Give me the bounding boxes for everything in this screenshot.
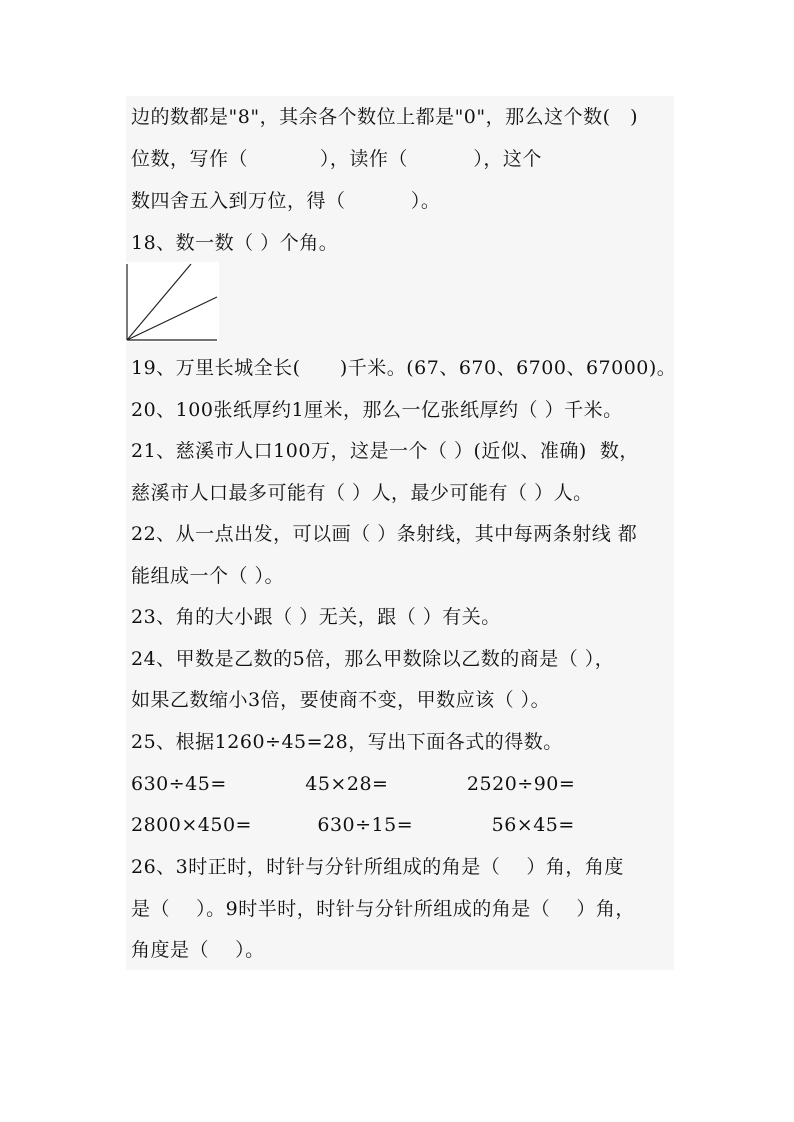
text-line: 22、从一点出发，可以画（ ）条射线，其中每两条射线 都 xyxy=(131,523,638,545)
text-line: 26、3时正时，时针与分针所组成的角是（ ）角，角度 xyxy=(131,856,624,878)
text-line: 慈溪市人口最多可能有（ ）人，最少可能有（ ）人。 xyxy=(131,482,593,504)
angle-figure xyxy=(125,262,219,342)
text-line: 25、根据1260÷45=28，写出下面各式的得数。 xyxy=(131,731,563,753)
text-line: 630÷45= 45×28= 2520÷90= xyxy=(131,773,576,795)
text-line: 角度是（ ）。 xyxy=(131,939,265,961)
text-line: 19、万里长城全长( )千米。(67、670、6700、67000)。 xyxy=(131,357,677,379)
text-line: 21、慈溪市人口100万，这是一个（ ）(近似、准确) 数， xyxy=(131,440,639,462)
text-line: 位数，写作（ ），读作（ ），这个 xyxy=(131,148,542,170)
text-line: 是（ ）。9时半时，时针与分针所组成的角是（ ）角， xyxy=(131,898,635,920)
text-line: 24、甲数是乙数的5倍，那么甲数除以乙数的商是（ ）， xyxy=(131,648,615,670)
text-line: 20、100张纸厚约1厘米，那么一亿张纸厚约（ ）千米。 xyxy=(131,399,623,421)
text-line: 能组成一个（ ）。 xyxy=(131,565,285,587)
text-line: 23、角的大小跟（ ）无关，跟（ ）有关。 xyxy=(131,606,501,628)
text-line: 2800×450= 630÷15= 56×45= xyxy=(131,814,575,836)
text-line: 数四舍五入到万位，得（ ）。 xyxy=(131,190,441,212)
text-line: 18、数一数（ ）个角。 xyxy=(131,232,339,254)
text-line: 如果乙数缩小3倍，要使商不变，甲数应该（ ）。 xyxy=(131,689,551,711)
text-line: 边的数都是"8"，其余各个数位上都是"0"，那么这个数( ) xyxy=(131,106,639,128)
